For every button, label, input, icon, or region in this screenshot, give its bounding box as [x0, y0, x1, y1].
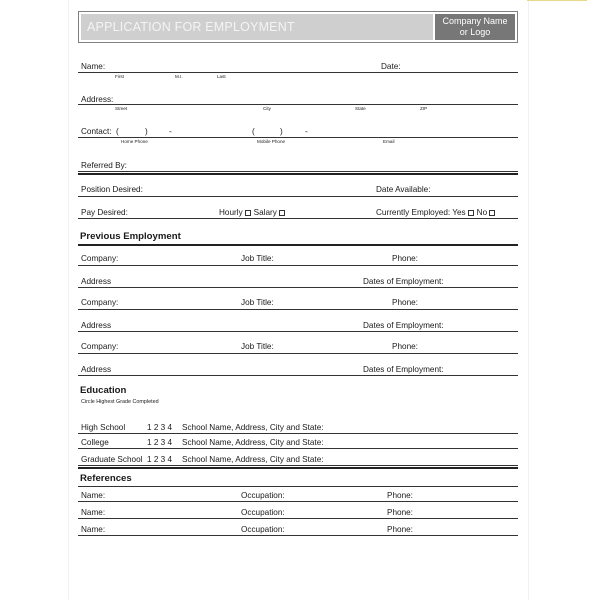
referred-by-field-line[interactable] — [78, 171, 518, 172]
school-label: School Name, Address, City and State: — [182, 423, 324, 432]
previous-employment-heading: Previous Employment — [80, 231, 181, 242]
job-title-label: Job Title: — [241, 342, 274, 351]
employment-field-line[interactable] — [78, 375, 518, 376]
employed-yes-checkbox[interactable] — [468, 210, 474, 216]
street-sublabel: Street — [115, 106, 128, 111]
city-sublabel: City — [263, 106, 271, 111]
logo-text-line1: Company Name — [442, 16, 508, 26]
logo-text-line2: or Logo — [459, 27, 491, 37]
home-phone-sublabel: Home Phone — [121, 139, 148, 144]
reference-name-label: Name: — [81, 525, 106, 534]
currently-employed-label: Currently Employed: Yes — [376, 208, 466, 217]
hourly-label: Hourly — [219, 208, 243, 217]
last-sublabel: Last — [217, 74, 226, 79]
name-field-line[interactable] — [78, 72, 518, 73]
mobile-phone-open-paren: ( — [252, 127, 255, 136]
employed-no-checkbox[interactable] — [489, 210, 495, 216]
section-divider — [78, 467, 518, 469]
reference-name-label: Name: — [81, 491, 106, 500]
company-logo-placeholder — [435, 14, 515, 40]
dates-of-employment-label: Dates of Employment: — [363, 277, 444, 286]
education-level-label: Graduate School — [81, 455, 143, 464]
reference-phone-label: Phone: — [387, 525, 413, 534]
company-label: Company: — [81, 254, 119, 263]
company-label: Company: — [81, 298, 119, 307]
section-divider — [78, 173, 518, 175]
reference-phone-label: Phone: — [387, 491, 413, 500]
pay-desired-label: Pay Desired: — [81, 208, 128, 217]
mobile-phone-dash: - — [305, 127, 308, 136]
state-sublabel: State — [355, 106, 366, 111]
position-desired-label: Position Desired: — [81, 185, 143, 194]
reference-occupation-label: Occupation: — [241, 525, 285, 534]
education-level-label: College — [81, 438, 109, 447]
reference-occupation-label: Occupation: — [241, 491, 285, 500]
employment-field-line[interactable] — [78, 331, 518, 332]
referred-by-label: Referred By: — [81, 161, 127, 170]
mobile-phone-sublabel: Mobile Phone — [257, 139, 286, 144]
reference-field-line[interactable] — [78, 535, 518, 536]
title-bar — [81, 14, 433, 40]
education-heading: Education — [80, 385, 127, 396]
hourly-option — [219, 208, 288, 218]
page-edge — [527, 0, 587, 1]
grade-options[interactable]: 1 2 3 4 — [147, 455, 173, 464]
employment-field-line[interactable] — [78, 353, 518, 354]
date-label: Date: — [381, 62, 401, 71]
employer-address-label: Address — [81, 277, 112, 286]
phone-label: Phone: — [392, 298, 418, 307]
address-field-line[interactable] — [78, 104, 518, 105]
home-phone-dash: - — [169, 127, 172, 136]
reference-name-label: Name: — [81, 508, 106, 517]
pay-field-line[interactable] — [78, 218, 518, 219]
grade-options[interactable]: 1 2 3 4 — [147, 423, 173, 432]
form-title: APPLICATION FOR EMPLOYMENT — [87, 20, 295, 34]
education-field-line[interactable] — [78, 448, 518, 449]
education-field-line[interactable] — [78, 433, 518, 434]
mobile-phone-close-paren: ) — [280, 127, 283, 136]
education-instruction: Circle Highest Grade Completed — [81, 399, 159, 405]
education-level-label: High School — [81, 423, 126, 432]
section-divider — [78, 244, 518, 246]
references-heading: References — [80, 473, 132, 484]
dates-of-employment-label: Dates of Employment: — [363, 365, 444, 374]
dates-of-employment-label: Dates of Employment: — [363, 321, 444, 330]
salary-label: Salary — [253, 208, 277, 217]
reference-phone-label: Phone: — [387, 508, 413, 517]
position-field-line[interactable] — [78, 196, 518, 197]
salary-checkbox[interactable] — [279, 210, 285, 216]
job-title-label: Job Title: — [241, 254, 274, 263]
home-phone-open-paren: ( — [116, 127, 119, 136]
first-sublabel: First — [115, 74, 124, 79]
employment-field-line[interactable] — [78, 265, 518, 266]
employer-address-label: Address — [81, 365, 112, 374]
mi-sublabel: M.I. — [175, 74, 183, 79]
currently-employed-group — [376, 208, 498, 218]
page-edge — [68, 0, 69, 600]
phone-label: Phone: — [392, 254, 418, 263]
form-header — [78, 11, 518, 43]
job-title-label: Job Title: — [241, 298, 274, 307]
phone-label: Phone: — [392, 342, 418, 351]
school-label: School Name, Address, City and State: — [182, 455, 324, 464]
school-label: School Name, Address, City and State: — [182, 438, 324, 447]
home-phone-close-paren: ) — [145, 127, 148, 136]
zip-sublabel: ZIP — [420, 106, 428, 111]
employment-field-line[interactable] — [78, 309, 518, 310]
reference-occupation-label: Occupation: — [241, 508, 285, 517]
employed-no-label: No — [476, 208, 488, 217]
grade-options[interactable]: 1 2 3 4 — [147, 438, 173, 447]
employment-field-line[interactable] — [78, 287, 518, 288]
date-available-label: Date Available: — [376, 185, 431, 194]
reference-field-line[interactable] — [78, 518, 518, 519]
contact-label: Contact: — [81, 127, 112, 136]
company-label: Company: — [81, 342, 119, 351]
employer-address-label: Address — [81, 321, 112, 330]
contact-field-line[interactable] — [78, 137, 518, 138]
address-label: Address: — [81, 95, 114, 104]
name-label: Name: — [81, 62, 106, 71]
page-edge — [528, 0, 529, 600]
education-field-line[interactable] — [78, 465, 518, 466]
reference-field-line[interactable] — [78, 501, 518, 502]
email-sublabel: Email — [383, 139, 395, 144]
section-divider — [78, 486, 518, 487]
hourly-checkbox[interactable] — [245, 210, 251, 216]
